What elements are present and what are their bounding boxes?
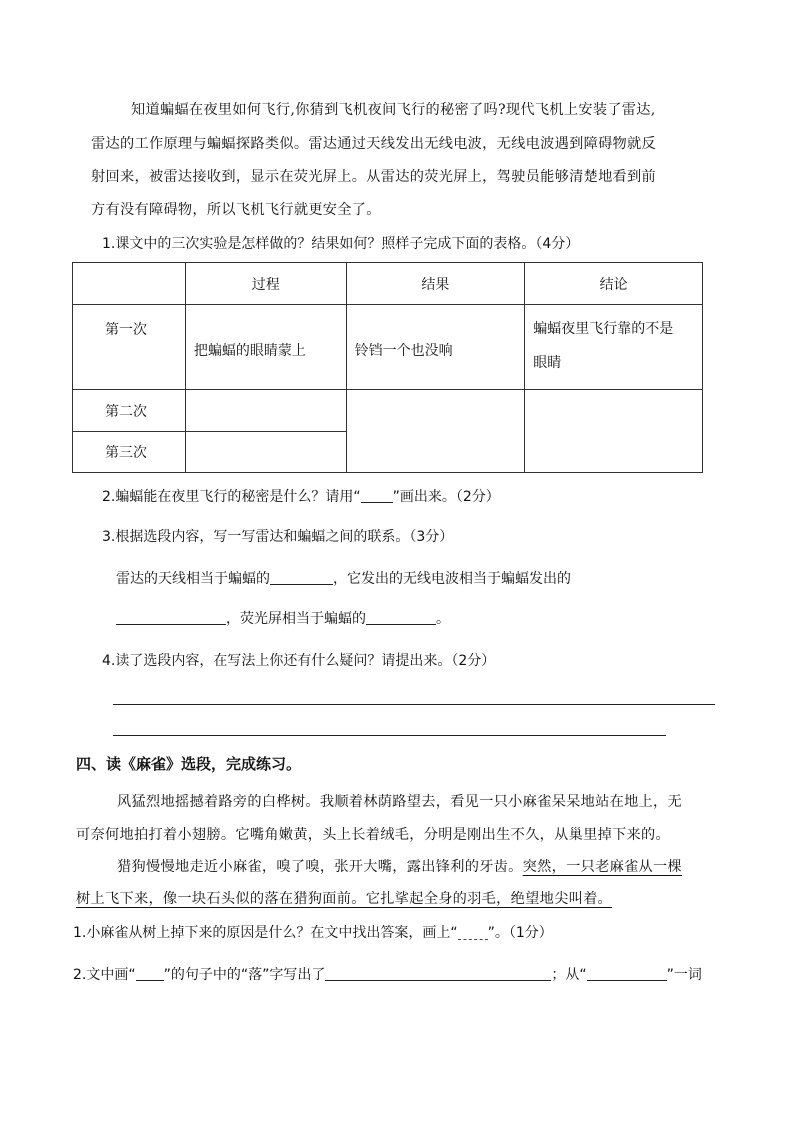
question-3 <box>102 530 453 544</box>
blank-luo[interactable] <box>325 966 551 981</box>
question-2-text-a: 蝙蝠能在夜里飞行的秘密是什么？请用“ <box>115 489 361 505</box>
passage2-line3 <box>117 860 682 874</box>
passage2-line4-underlined: 树上飞下来，像一块石头似的落在猎狗面前。它扎挲起全身的羽毛，绝望地尖叫着。 <box>76 891 613 907</box>
question-3-fill-line1 <box>116 570 571 586</box>
section-4-title: 四、读《麻雀》选段，完成练习。 <box>76 755 302 773</box>
row1-process: 把蝙蝠的眼睛蒙上 <box>185 305 346 390</box>
s4q2-number: 2. <box>73 967 87 983</box>
table-header-result: 结果 <box>346 263 525 305</box>
question-4-number: 4. <box>102 653 116 669</box>
section4-question-2 <box>73 966 702 982</box>
passage2-line1: 风猛烈地摇撼着路旁的白桦树。我顺着林荫路望去，看见一只小麻雀呆呆地站在地上，无 <box>117 794 683 810</box>
underline-sample-2 <box>136 966 164 981</box>
row1-conclusion <box>525 305 703 390</box>
blank-antenna[interactable] <box>270 570 333 585</box>
table-header-conclusion: 结论 <box>525 263 703 305</box>
question-2 <box>102 488 500 504</box>
underline-sample <box>361 488 393 503</box>
s4q2-text-a: 文中画“ <box>86 967 136 983</box>
row3-process-blank[interactable] <box>185 432 346 473</box>
question-4 <box>102 654 495 668</box>
section4-question-1 <box>73 926 553 940</box>
question-3-fill-line2 <box>116 610 450 626</box>
answer-line-1[interactable] <box>113 704 715 705</box>
row1-conclusion-line2: 眼睛 <box>533 355 562 371</box>
passage1-line2: 雷达的工作原理与蝙蝠探路类似。雷达通过天线发出无线电波，无线电波遇到障碍物就反 <box>91 136 657 152</box>
s4q1-text-a: 小麻雀从树上掉下来的原因是什么？在文中找出答案，画上“ <box>86 925 458 941</box>
row1-result: 铃铛一个也没响 <box>346 305 525 390</box>
passage1-line3: 射回来，被雷达接收到，显示在荧光屏上。从雷达的荧光屏上，驾驶员能够清楚地看到前 <box>91 169 657 185</box>
fill1-text-a: 雷达的天线相当于蝙蝠的 <box>116 571 270 587</box>
blank-word[interactable] <box>587 966 667 981</box>
fill1-text-b: ，它发出的无线电波相当于蝙蝠发出的 <box>333 571 571 587</box>
row23-result-blank[interactable] <box>346 390 525 473</box>
passage1-line1: 知道蝙蝠在夜里如何飞行,你猜到飞机夜间飞行的秘密了吗?现代飞机上安装了雷达, <box>131 102 656 118</box>
s4q2-text-c: ；从“ <box>551 967 587 983</box>
question-1-text: 课文中的三次实验是怎样做的？结果如何？照样子完成下面的表格。（4分） <box>115 236 580 252</box>
question-4-text: 读了选段内容，在写法上你还有什么疑问？请提出来。（2分） <box>115 653 496 669</box>
row1-conclusion-line1: 蝙蝠夜里飞行靠的不是 <box>533 321 674 338</box>
table-header-process: 过程 <box>185 263 346 305</box>
table-header-row <box>73 263 703 305</box>
s4q1-number: 1. <box>73 925 87 941</box>
table-row <box>73 390 703 432</box>
blank-screen[interactable] <box>366 610 436 625</box>
s4q2-text-d: ”一词 <box>666 967 702 983</box>
answer-line-2[interactable] <box>113 735 666 736</box>
table-row <box>73 305 703 390</box>
passage2-line3-a: 猎狗慢慢地走近小麻雀，嗅了嗅，张开大嘴，露出锋利的牙齿。 <box>117 859 523 875</box>
question-2-number: 2. <box>102 489 116 505</box>
table-header-empty <box>73 263 186 305</box>
question-1-number: 1. <box>102 236 116 252</box>
s4q2-text-b: ”的句子中的“落”字写出了 <box>163 967 326 983</box>
s4q1-text-b: ”。（1分） <box>487 925 553 941</box>
passage2-line3-b-underlined: 突然，一只老麻雀从一棵 <box>522 859 683 875</box>
question-3-number: 3. <box>102 529 116 545</box>
blank-wave[interactable] <box>116 610 226 625</box>
experiment-table <box>72 262 703 473</box>
question-2-text-b: ”画出来。（2分） <box>392 489 500 505</box>
fill2-text-a: ，荧光屏相当于蝙蝠的 <box>226 611 366 627</box>
passage1-line4: 方有没有障碍物，所以飞机飞行就更安全了。 <box>91 202 381 218</box>
question-3-text: 根据选段内容，写一写雷达和蝙蝠之间的联系。（3分） <box>115 529 454 545</box>
row3-label: 第三次 <box>73 432 186 473</box>
row1-label: 第一次 <box>73 305 186 390</box>
fill2-text-b: 。 <box>436 611 450 627</box>
row23-conclusion-blank[interactable] <box>525 390 703 473</box>
row2-process-blank[interactable] <box>185 390 346 432</box>
question-1 <box>102 237 579 251</box>
passage2-line2: 可奈何地拍打着小翅膀。它嘴角嫩黄，头上长着绒毛，分明是刚出生不久，从巢里掉下来的。 <box>76 827 670 843</box>
wavy-line-sample <box>458 929 488 940</box>
row2-label: 第二次 <box>73 390 186 432</box>
